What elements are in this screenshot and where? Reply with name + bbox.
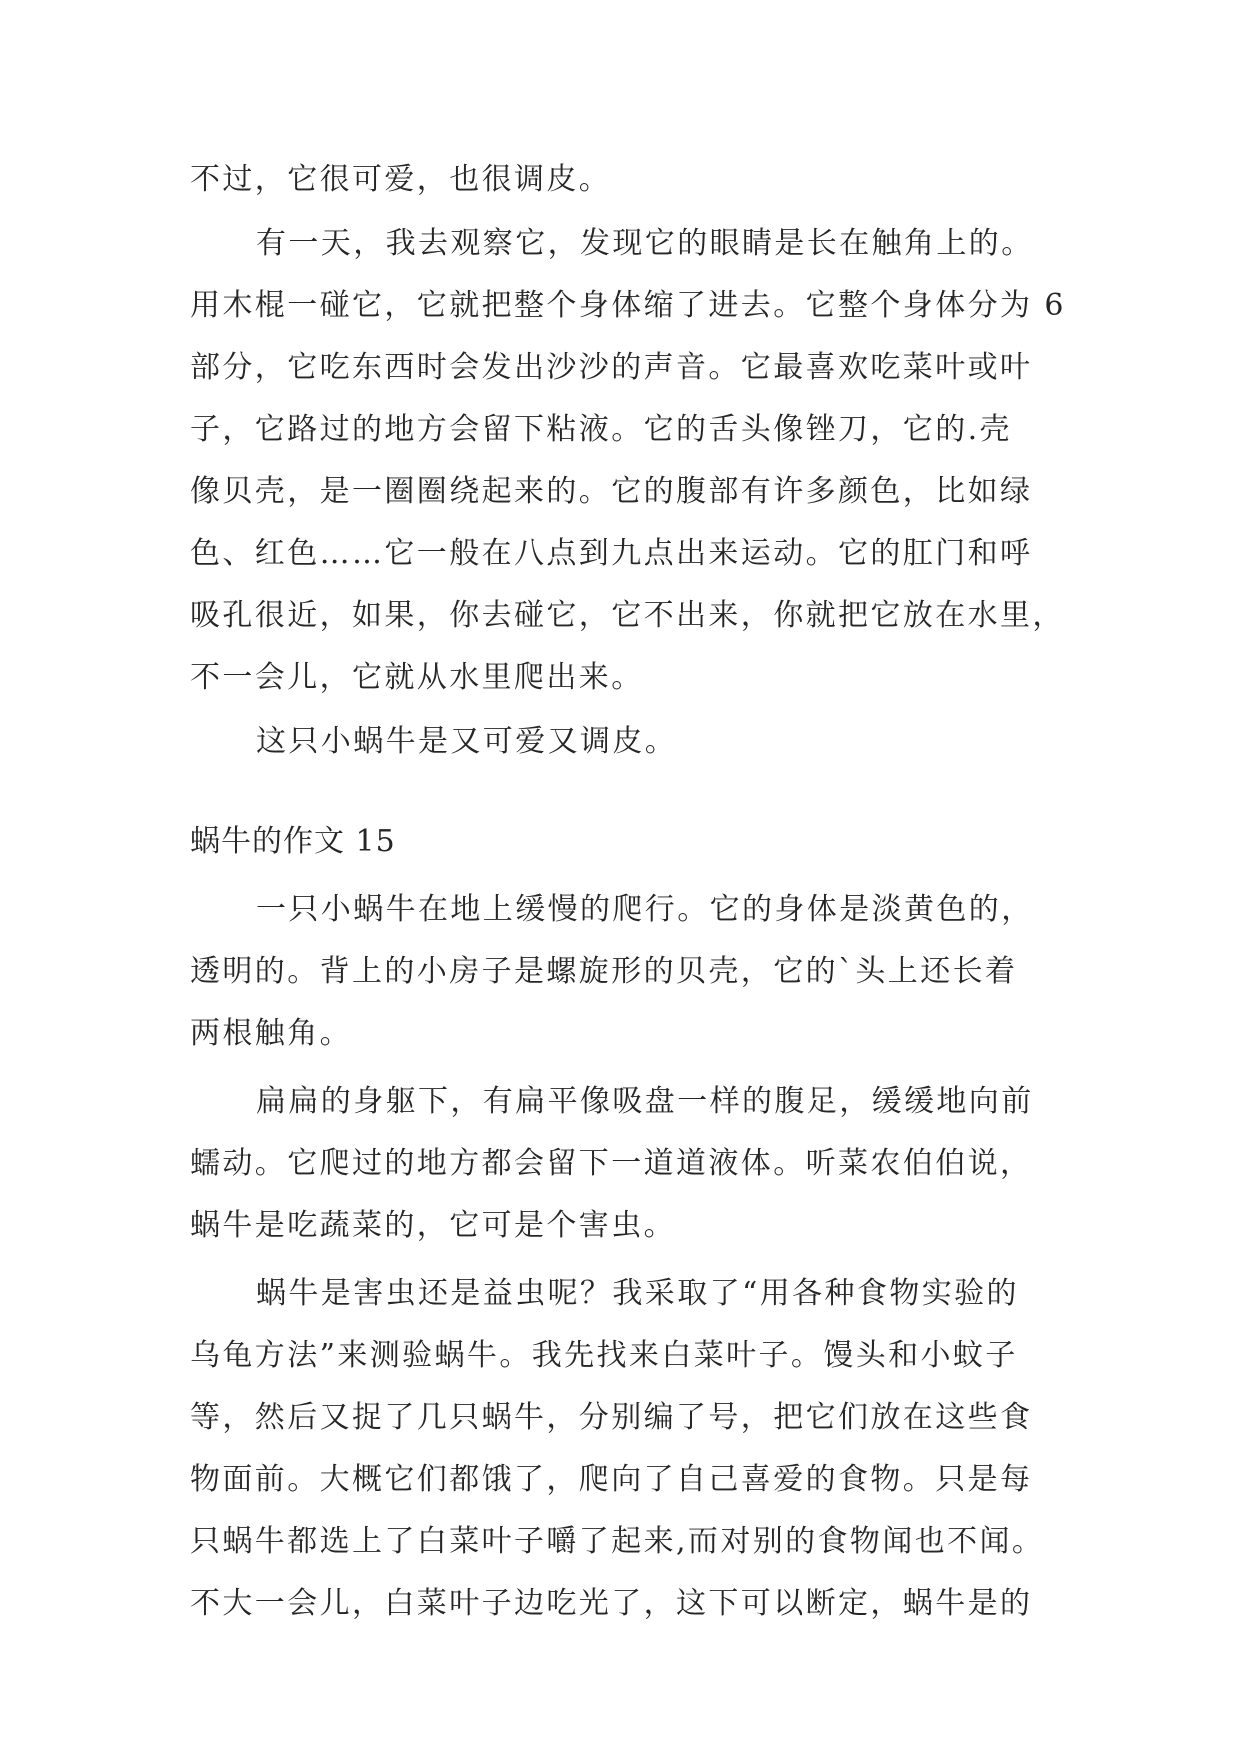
text-line: 蜗牛是吃蔬菜的，它可是个害虫。 (190, 1208, 676, 1243)
text-line: 物面前。大概它们都饿了，爬向了自己喜爱的食物。只是每 (190, 1462, 1033, 1497)
text-line: 不过，它很可爱，也很调皮。 (190, 162, 612, 197)
paragraph-first-line: 蜗牛是害虫还是益虫呢？我采取了“用各种食物实验的 (256, 1276, 1019, 1311)
text-line: 用木棍一碰它，它就把整个身体缩了进去。它整个身体分为 6 (190, 288, 1066, 323)
paragraph-first-line: 扁扁的身躯下，有扁平像吸盘一样的腹足，缓缓地向前 (256, 1084, 1034, 1119)
paragraph-first-line: 一只小蜗牛在地上缓慢的爬行。它的身体是淡黄色的， (256, 892, 1034, 927)
text-line: 两根触角。 (190, 1016, 352, 1051)
text-line: 不一会儿，它就从水里爬出来。 (190, 660, 644, 695)
section-title: 蜗牛的作文 15 (190, 824, 396, 859)
text-line: 色、红色……它一般在八点到九点出来运动。它的肛门和呼 (190, 536, 1033, 571)
text-line: 吸孔很近，如果，你去碰它，它不出来，你就把它放在水里， (190, 598, 1065, 633)
text-line: 只蜗牛都选上了白菜叶子嚼了起来,而对别的食物闻也不闻。 (190, 1524, 1045, 1559)
text-line: 等，然后又捉了几只蜗牛，分别编了号，把它们放在这些食 (190, 1400, 1033, 1435)
text-line: 不大一会儿，白菜叶子边吃光了，这下可以断定，蜗牛是的 (190, 1586, 1033, 1621)
paragraph-first-line: 有一天，我去观察它，发现它的眼睛是长在触角上的。 (256, 226, 1034, 261)
text-line: 蠕动。它爬过的地方都会留下一道道液体。听菜农伯伯说， (190, 1146, 1033, 1181)
text-line: 子，它路过的地方会留下粘液。它的舌头像锉刀，它的.壳 (190, 412, 1012, 447)
text-line: 透明的。背上的小房子是螺旋形的贝壳，它的`头上还长着 (190, 954, 1018, 989)
text-line: 乌龟方法”来测验蜗牛。我先找来白菜叶子。馒头和小蚊子 (190, 1338, 1018, 1373)
text-line: 部分，它吃东西时会发出沙沙的声音。它最喜欢吃菜叶或叶 (190, 350, 1033, 385)
text-line: 像贝壳，是一圈圈绕起来的。它的腹部有许多颜色，比如绿 (190, 474, 1033, 509)
paragraph-first-line: 这只小蜗牛是又可爱又调皮。 (256, 724, 678, 759)
